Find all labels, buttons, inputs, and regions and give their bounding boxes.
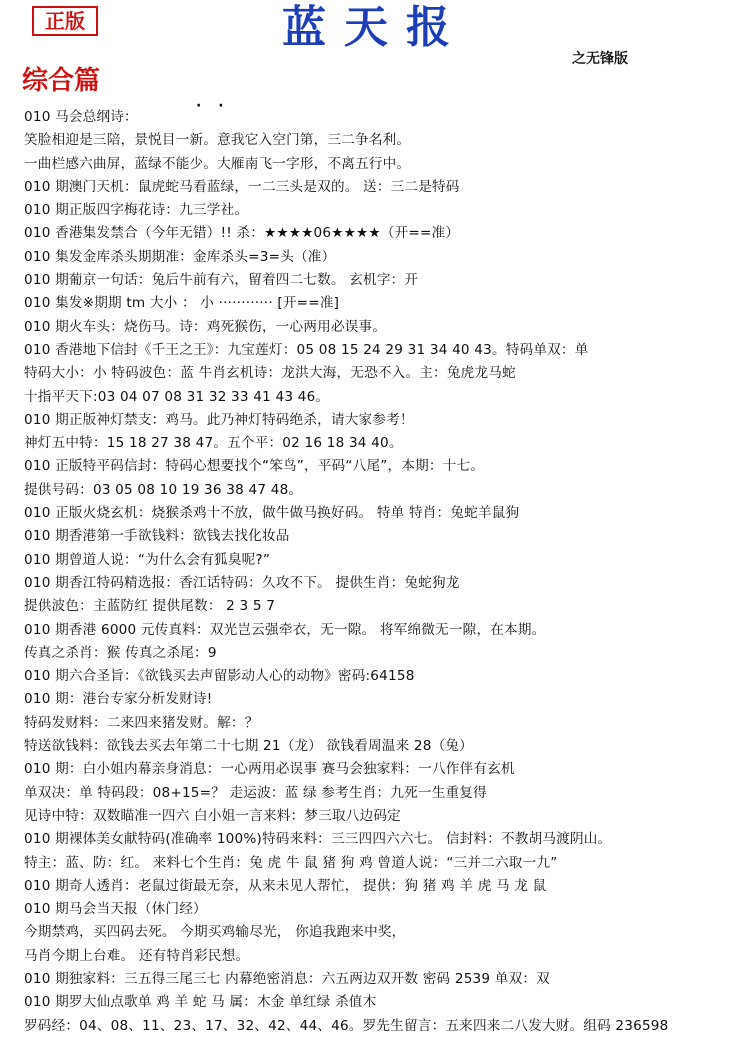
text-line: 单双决：单 特码段：08+15=？ 走运波：蓝 绿 参考生肖：九死一生重复得	[24, 784, 487, 801]
text-line: 特主：蓝、防：红。 来料七个生肖：兔 虎 牛 鼠 猪 狗 鸡 曾道人说：“三并二六取一九”	[24, 854, 558, 871]
text-line: 提供号码：03 05 08 10 19 36 38 47 48。	[24, 481, 303, 498]
text-line: 笑脸相迎是三陪，景悦目一新。意我它入空门第，三二争名利。	[24, 132, 411, 149]
authentic-badge: 正版	[32, 6, 98, 36]
text-line: 010 期裸体美女献特码(准确率 100%)特码来料：三三四四六六七。 信封料：不教胡马渡阴山。	[24, 831, 612, 848]
text-line: 010 期六合圣旨：《欲钱买去声留影动人心的动物》密码:64158	[24, 668, 415, 685]
masthead-title: 蓝天报	[282, 2, 468, 53]
text-line: 010 期正版神灯禁支：鸡马。此乃神灯特码绝杀，请大家参考！	[24, 411, 414, 428]
text-line: 010 集发※期期 tm 大小 ： 小 ············ [开==准]	[24, 295, 340, 312]
text-line: 今期禁鸡，买四码去死。 今期买鸡输尽光， 你追我跑来中奖，	[24, 924, 406, 941]
text-line: 一曲栏感六曲屏，蓝绿不能少。大雁南飞一字形，不离五行中。	[24, 155, 411, 172]
text-line: 010 期澳门天机：鼠虎蛇马看蓝绿，一二三头是双的。 送：三二是特码	[24, 178, 460, 195]
decorative-dots: · ·	[196, 98, 230, 114]
text-line: 010 香港集发禁合（今年无错）!! 杀：★★★★06★★★★（开==准）	[24, 225, 460, 242]
text-line: 特码发财料：二来四来猪发财。解：？	[24, 714, 259, 731]
text-line: 010 香港地下信封《千王之王》：九宝莲灯：05 08 15 24 29 31 34 40 43。特码单双：单	[24, 341, 589, 358]
text-line: 010 期正版四字梅花诗：九三学社。	[24, 202, 249, 219]
text-line: 010 期马会当天报（休门经）	[24, 901, 207, 918]
text-line: 010 期：白小姐内幕亲身消息：一心两用必误事 赛马会独家料：一八作伴有玄机	[24, 761, 515, 778]
text-line: 提供波色：主蓝防红 提供尾数： 2 3 5 7	[24, 598, 276, 615]
text-line: 010 期香江特码精选报：香江话特码：久攻不下。 提供生肖：兔蛇狗龙	[24, 574, 460, 591]
content-lines	[24, 106, 740, 1038]
text-line: 十指平天下:03 04 07 08 31 32 33 41 43 46。	[24, 388, 330, 405]
text-line: 010 期葡京一句话：兔后牛前有六，留着四二七数。 玄机字：开	[24, 272, 419, 289]
text-line: 特送欲钱料：欲钱去买去年第二十七期 21（龙） 欲钱看周温来 28（兔）	[24, 738, 473, 755]
text-line: 010 期：港台专家分析发财诗!	[24, 691, 213, 708]
text-line: 特码大小：小 特码波色：蓝 牛肖玄机诗：龙洪大海，无恐不入。主：兔虎龙马蛇	[24, 365, 516, 382]
text-line: 传真之杀肖：猴 传真之杀尾：9	[24, 644, 217, 661]
text-line: 010 马会总纲诗：	[24, 109, 138, 125]
text-line: 马肖今期上台难。 还有特肖彩民想。	[24, 947, 250, 964]
text-line: 010 期奇人透肖：老鼠过街最无奈，从来未见人帮忙， 提供：狗 猪 鸡 羊 虎 马 龙 鼠	[24, 877, 547, 894]
text-line: 010 期罗大仙点歌单 鸡 羊 蛇 马 属：木金 单红绿 杀值木	[24, 994, 377, 1011]
text-line: 010 集发金库杀头期期准：金库杀头=3=头（准）	[24, 248, 336, 265]
text-line: 见诗中特：双数瞄准一四六 白小姐一言来料：梦三取八边码定	[24, 807, 401, 824]
text-line: 010 正版火烧玄机：烧猴杀鸡十不放，做牛做马换好码。 特单 特肖：兔蛇羊鼠狗	[24, 505, 520, 522]
section-heading: 综合篇	[22, 66, 101, 96]
text-line: 010 期香港第一手欲钱料：欲钱去找化妆品	[24, 528, 290, 545]
edition-label: 之无锋版	[572, 51, 628, 67]
text-line: 罗码经：04、08、11、23、17、32、42、44、46。罗先生留言：五来四来二八发大财。组码 236598	[24, 1017, 669, 1034]
text-line: 010 期曾道人说：“为什么会有狐臭呢?”	[24, 551, 271, 568]
text-line: 010 期香港 6000 元传真料：双光岂云强牵衣，无一隙。 将军绵微无一隙，在本期。	[24, 621, 546, 638]
text-line: 010 期独家料：三五得三尾三七 内幕绝密消息：六五两边双开数 密码 2539 单双：双	[24, 970, 550, 987]
text-line: 010 期火车头：烧伤马。诗：鸡死猴伤，一心两用必误事。	[24, 318, 387, 335]
text-line: 010 正版特平码信封：特码心想要找个“笨鸟”，平码“八尾”，本期：十七。	[24, 458, 485, 475]
text-line: 神灯五中特：15 18 27 38 47。五个平：02 16 18 34 40。	[24, 435, 403, 452]
